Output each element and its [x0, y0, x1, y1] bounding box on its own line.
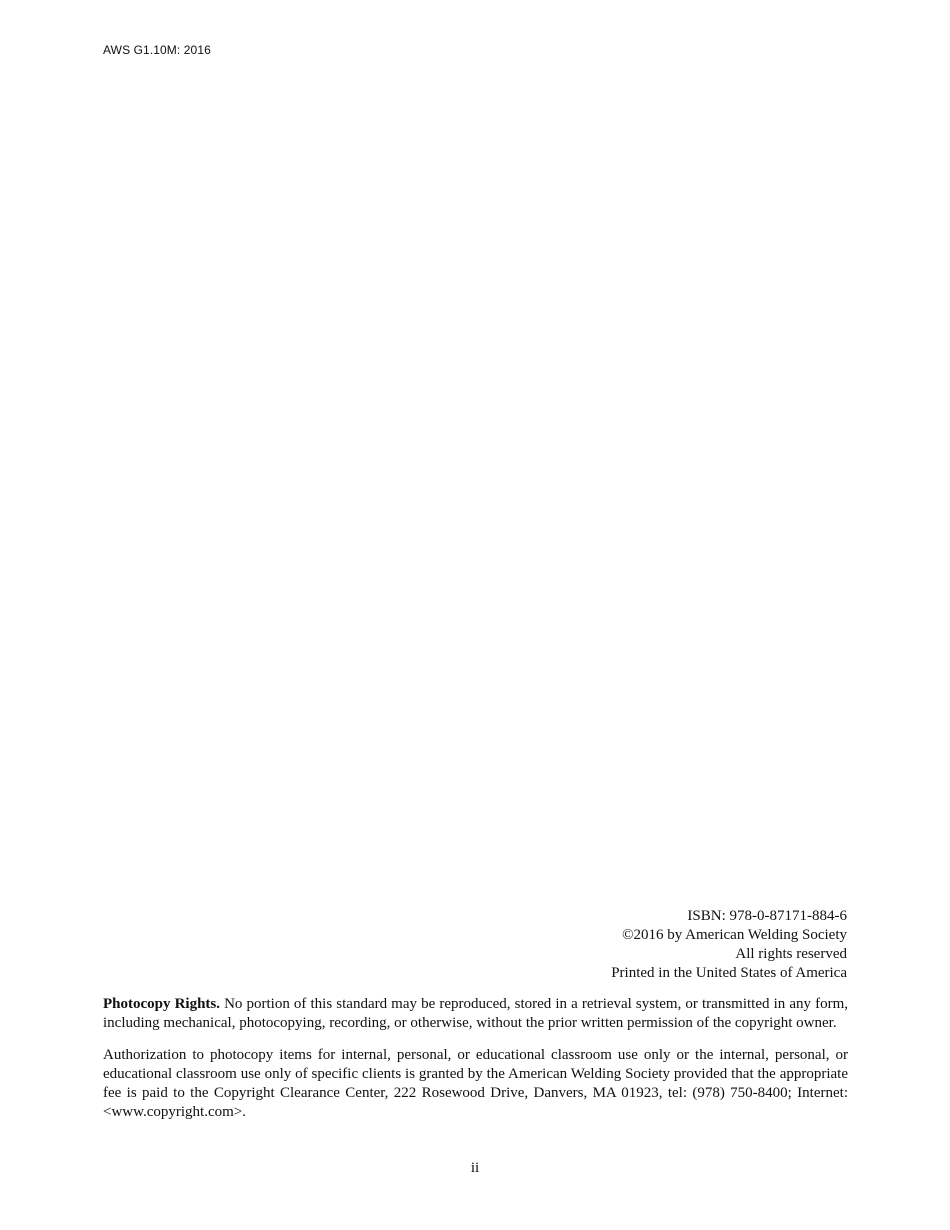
- photocopy-rights-heading: Photocopy Rights.: [103, 996, 221, 1012]
- isbn-line: ISBN: 978-0-87171-884-6: [687, 908, 847, 924]
- page-number: ii: [470, 1160, 480, 1176]
- copyright-line: ©2016 by American Welding Society: [622, 927, 847, 943]
- rights-line: All rights reserved: [735, 946, 847, 962]
- photocopy-rights-paragraph: [103, 995, 848, 1033]
- printed-line: Printed in the United States of America: [611, 965, 847, 981]
- authorization-paragraph: Authorization to photocopy items for internal, personal, or educational classroom use only or the internal, personal, or educational classroom use only of specific clients is granted by the American Welding Society provided that the appropriate fee is paid to the Copyright Clearance Center, 222 Rosewood Drive, Danvers, MA 01923, tel: (978) 750-8400; Internet: <www.copyright.com>.: [103, 1047, 848, 1120]
- running-header: AWS G1.10M: 2016: [103, 43, 211, 57]
- photocopy-rights-text: No portion of this standard may be reproduced, stored in a retrieval system, or transmitted in any form, including mechanical, photocopying, recording, or otherwise, without the prior written permission of the copyright owner.: [103, 996, 848, 1031]
- copyright-imprint: [611, 907, 847, 983]
